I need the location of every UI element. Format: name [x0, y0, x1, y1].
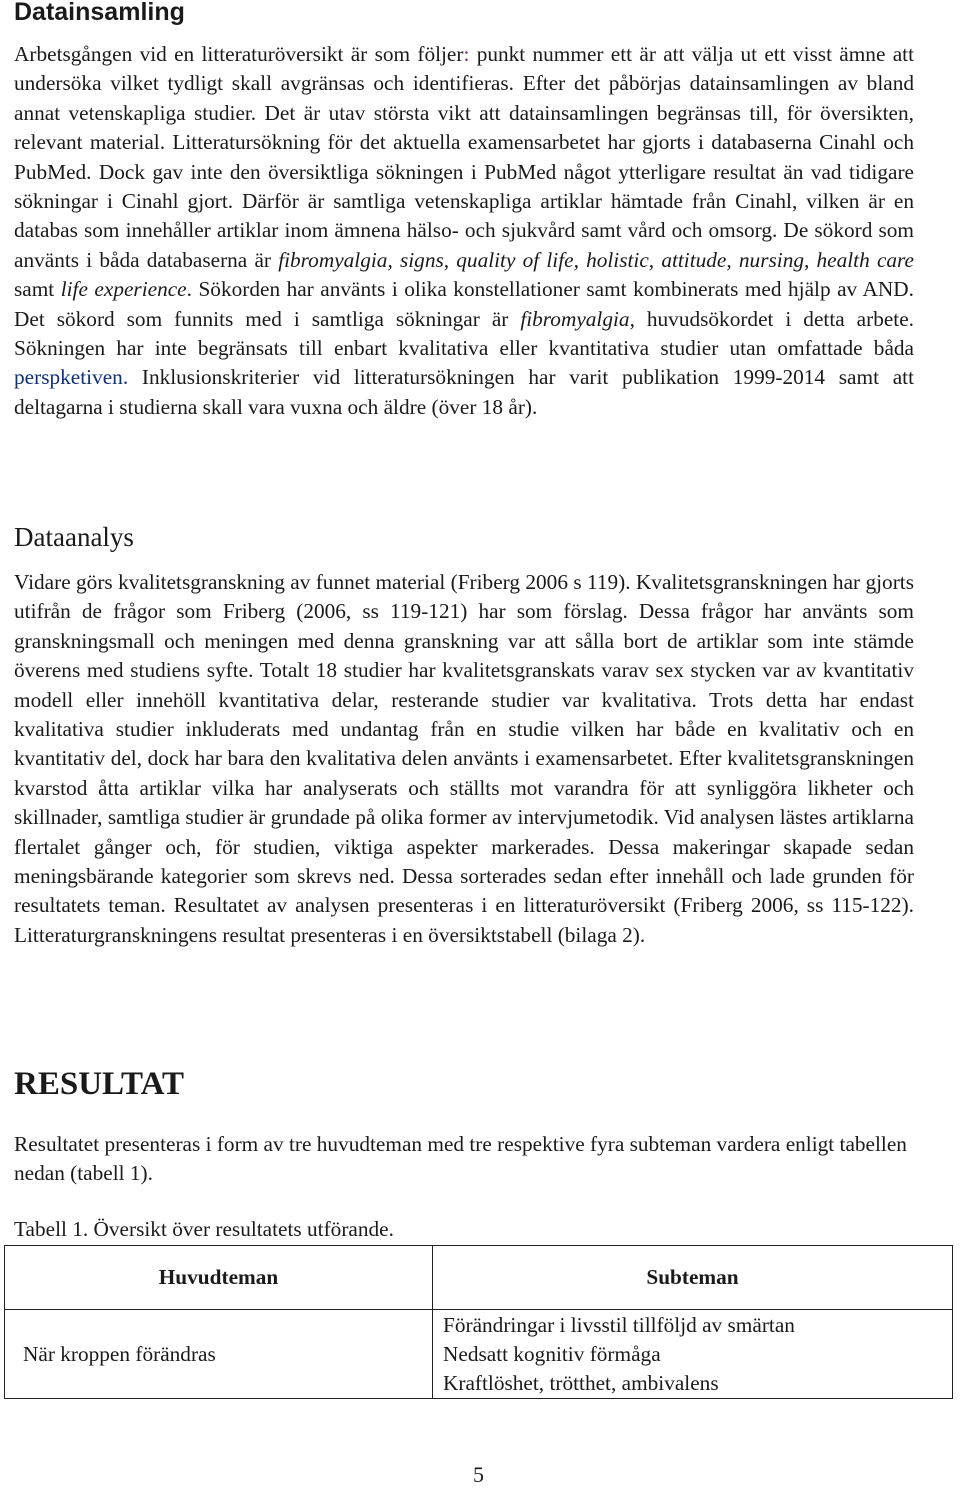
search-terms: fibromyalgia, signs, quality of life, holistic, attitude, nursing, health care	[278, 247, 914, 272]
text-run: Arbetsgången vid en litteraturöversikt är som följer	[14, 42, 464, 66]
text-run: Inklusionskriterier vid litteratursökningen har varit publikation 1999-2014 samt att deltagarna i studierna skall vara vuxna och äldre (över 18 år).	[14, 365, 914, 419]
paragraph-dataanalys: Vidare görs kvalitetsgranskning av funnet material (Friberg 2006 s 119). Kvalitetsgranskningen har gjorts utifrån de frågor som Friberg (2006, ss 119-121) har som förslag. Dessa frågor har använts som granskningsmall och meningen med denna granskning var att sålla bort de artiklar som inte stämde överens med studiens syfte. Totalt 18 studier har kvalitetsgranskats varav sex stycken var av kvantitativ modell eller innehöll kvantitativa delar, resterande studier var kvalitativa. Trots detta har endast kvalitativa studier inkluderats med undantag från en studie vilken har både en kvalitativ och en kvantitativ del, dock har bara den kvalitativa delen använts i examensarbetet. Efter kvalitetsgranskningen kvarstod åtta artiklar vilka har analyserats och ställts mot varandra för att synliggöra likheter och skillnader, samtliga studier är grundade på olika former av intervjumetodik. Vid analysen lästes artiklarna flertalet gånger och, för studien, viktiga aspekter markerades. Dessa makeringar skapade sedan meningsbärande kategorier som skrevs ned. Dessa sorterades sedan efter innehåll och lade grunden för resultatets teman. Resultatet av analysen presenteras i en litteraturöversikt (Friberg 2006, ss 115-122). Litteraturgranskningens resultat presenteras i en översiktstabell (bilaga 2).	[14, 570, 914, 947]
page-number: 5	[473, 1462, 484, 1487]
sub-theme: Förändringar i livsstil tillföljd av smärtan	[443, 1312, 795, 1337]
sub-theme: Kraftlöshet, trötthet, ambivalens	[443, 1370, 719, 1395]
heading-datainsamling: Datainsamling	[14, 0, 185, 26]
highlighted-word: perspketiven.	[14, 365, 129, 390]
text-run: . Sökorden har använts i olika konstellationer samt kombinerats med hjälp av AND. Det sökord som funnits med i samtliga sökningar är	[14, 277, 914, 331]
heading-resultat: RESULTAT	[14, 1066, 184, 1102]
table-header-row	[5, 1246, 953, 1310]
table-caption: Tabell 1. Översikt över resultatets utförande.	[14, 1217, 394, 1241]
search-term: fibromyalgia,	[520, 306, 635, 331]
text-run: huvudsökordet i detta arbete. Sökningen har inte begränsats till enbart kvalitativa eller kvantitativa studier utan omfattade båda	[14, 306, 914, 361]
header-huvudteman: Huvudteman	[5, 1246, 433, 1310]
text-run: samt	[14, 277, 61, 302]
heading-dataanalys: Dataanalys	[14, 522, 134, 552]
table-row	[5, 1310, 953, 1399]
results-table	[4, 1245, 953, 1399]
text-run-colon: :	[463, 42, 470, 66]
paragraph-resultat: Resultatet presenteras i form av tre huvudteman med tre respektive fyra subteman vardera enligt tabellen nedan (tabell 1).	[14, 1132, 907, 1186]
paragraph-datainsamling	[14, 40, 914, 422]
cell-sub-themes	[433, 1310, 953, 1399]
header-subteman: Subteman	[433, 1246, 953, 1310]
search-term: life experience	[60, 277, 187, 302]
sub-theme: Nedsatt kognitiv förmåga	[443, 1341, 661, 1366]
text-run: punkt nummer ett är att välja ut ett visst ämne att undersöka vilket tydligt skall avgränsas och identifieras. Efter det påbörjas datainsamlingen av bland annat vetenskapliga studier. Det är utav största vikt att datainsamlingen begränsas till, för översikten, relevant material. Litteratursökning för det aktuella examensarbetet har gjorts i databaserna Cinahl och PubMed. Dock gav inte den översiktliga sökningen i PubMed något ytterligare resultat än vad tidigare sökningar i Cinahl gjort. Därför är samtliga vetenskapliga artiklar hämtade från Cinahl, vilken är en databas som innehåller artiklar inom ämnena hälso- och sjukvård samt vård och omsorg. De sökord som använts i båda databaserna är	[14, 42, 914, 272]
cell-main-theme: När kroppen förändras	[5, 1310, 433, 1399]
